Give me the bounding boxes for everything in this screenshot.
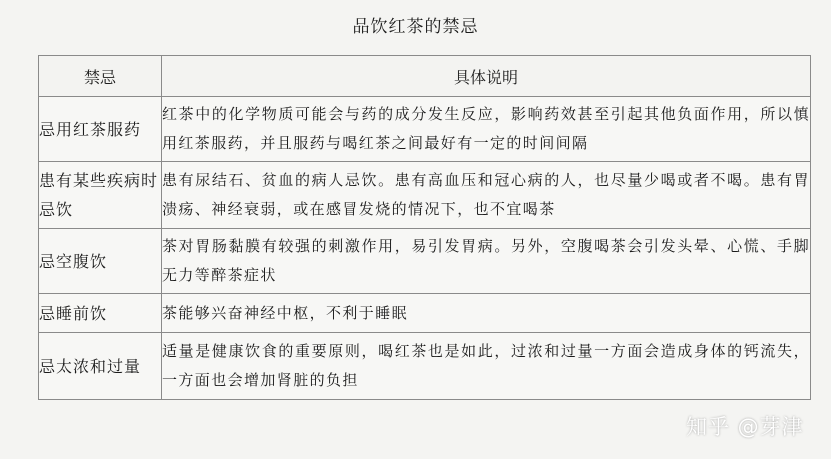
description-cell: 茶对胃肠黏膜有较强的刺激作用，易引发胃病。另外，空腹喝茶会引发头晕、心慌、手脚无力等醉茶症状 [162, 229, 811, 294]
taboo-cell: 忌用红茶服药 [39, 97, 162, 162]
table-row [39, 333, 811, 400]
description-cell: 茶能够兴奋神经中枢，不利于睡眠 [162, 294, 811, 333]
table-row [39, 162, 811, 229]
taboo-cell: 忌睡前饮 [39, 294, 162, 333]
table-row [39, 294, 811, 333]
watermark: 知乎 @芽津 [686, 415, 804, 439]
taboo-table [38, 55, 811, 400]
taboo-cell: 忌空腹饮 [39, 229, 162, 294]
taboo-cell: 忌太浓和过量 [39, 333, 162, 400]
table-row [39, 97, 811, 162]
table-row [39, 229, 811, 294]
description-cell: 患有尿结石、贫血的病人忌饮。患有高血压和冠心病的人，也尽量少喝或者不喝。患有胃溃疡、神经衰弱，或在感冒发烧的情况下，也不宜喝茶 [162, 162, 811, 229]
taboo-cell: 患有某些疾病时忌饮 [39, 162, 162, 229]
column-header-description: 具体说明 [162, 56, 811, 97]
description-cell: 适量是健康饮食的重要原则，喝红茶也是如此，过浓和过量一方面会造成身体的钙流失，一方面也会增加肾脏的负担 [162, 333, 811, 400]
page-title: 品饮红茶的禁忌 [352, 17, 479, 37]
column-header-taboo: 禁忌 [39, 56, 162, 97]
table-header-row [39, 56, 811, 97]
description-cell: 红茶中的化学物质可能会与药的成分发生反应，影响药效甚至引起其他负面作用，所以慎用红茶服药，并且服药与喝红茶之间最好有一定的时间间隔 [162, 97, 811, 162]
